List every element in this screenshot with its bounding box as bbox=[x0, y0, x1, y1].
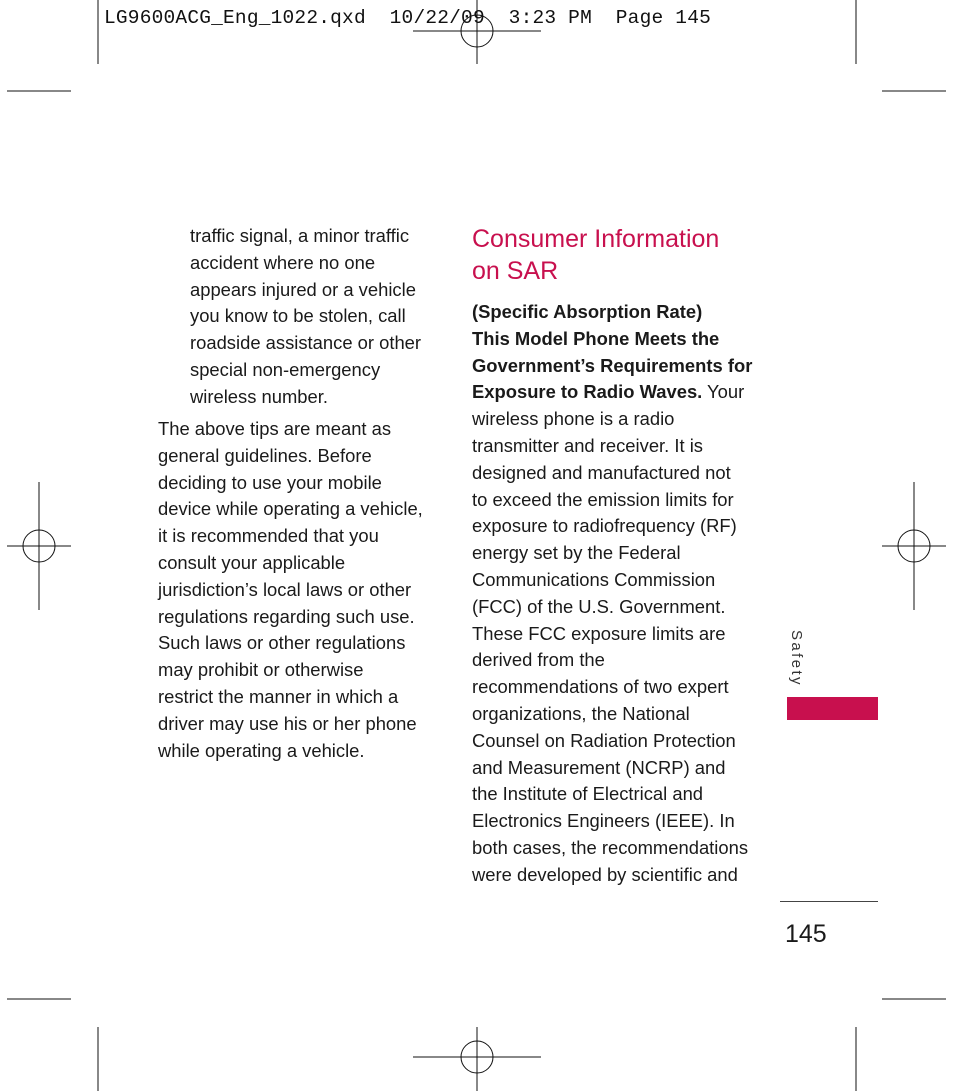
text-line: recommendations of two expert bbox=[472, 676, 729, 698]
text-line: regulations regarding such use. bbox=[158, 605, 415, 627]
text-line: the Institute of Electrical and bbox=[472, 783, 704, 805]
text-line: These FCC exposure limits are bbox=[472, 622, 726, 644]
text-line: accident where no one bbox=[190, 251, 376, 273]
footer-rule bbox=[780, 901, 878, 902]
lead-line: This Model Phone Meets the bbox=[472, 327, 720, 349]
text-line: wireless number. bbox=[190, 385, 328, 407]
guidelines-paragraph bbox=[158, 416, 433, 764]
text-line: while operating a vehicle. bbox=[158, 739, 365, 761]
text-line: Such laws or other regulations bbox=[158, 632, 406, 654]
page-number: 145 bbox=[785, 920, 827, 948]
text-line: Counsel on Radiation Protection bbox=[472, 729, 736, 751]
text-line: (FCC) of the U.S. Government. bbox=[472, 595, 726, 617]
text-line: and Measurement (NCRP) and bbox=[472, 756, 726, 778]
lead-line-mixed bbox=[472, 379, 762, 406]
text-line: energy set by the Federal bbox=[472, 542, 681, 564]
text-line: traffic signal, a minor traffic bbox=[190, 225, 410, 246]
text-line: may prohibit or otherwise bbox=[158, 659, 364, 681]
section-heading bbox=[472, 224, 762, 287]
section-subheading: (Specific Absorption Rate) bbox=[472, 301, 703, 322]
heading-line: on SAR bbox=[472, 256, 559, 285]
text-line: special non-emergency bbox=[190, 358, 381, 380]
lead-tail-text: Your bbox=[702, 381, 745, 403]
text-line: were developed by scientific and bbox=[472, 863, 738, 885]
indented-text-block bbox=[190, 223, 440, 411]
text-line: to exceed the emission limits for bbox=[472, 488, 734, 510]
text-line: it is recommended that you bbox=[158, 525, 379, 547]
text-line: exposure to radiofrequency (RF) bbox=[472, 515, 737, 537]
text-line: organizations, the National bbox=[472, 702, 690, 724]
heading-line: Consumer Information bbox=[472, 225, 720, 253]
lead-line: Government’s Requirements for bbox=[472, 354, 753, 376]
text-line: consult your applicable bbox=[158, 551, 346, 573]
section-tab-label: Safety bbox=[788, 630, 805, 687]
section-tab-marker bbox=[787, 697, 878, 720]
text-line: both cases, the recommendations bbox=[472, 836, 749, 858]
print-slug: LG9600ACG_Eng_1022.qxd 10/22/09 3:23 PM Page 145 bbox=[104, 7, 711, 29]
text-line: jurisdiction’s local laws or other bbox=[158, 578, 412, 600]
text-line: you know to be stolen, call bbox=[190, 305, 406, 327]
text-line: general guidelines. Before bbox=[158, 444, 372, 466]
text-line: derived from the bbox=[472, 649, 605, 671]
text-line: wireless phone is a radio bbox=[472, 408, 675, 430]
text-line: restrict the manner in which a bbox=[158, 685, 399, 707]
text-line: Communications Commission bbox=[472, 568, 716, 590]
text-line: roadside assistance or other bbox=[190, 332, 422, 354]
text-line: device while operating a vehicle, bbox=[158, 498, 423, 520]
text-line: The above tips are meant as bbox=[158, 418, 392, 439]
text-line: appears injured or a vehicle bbox=[190, 278, 416, 300]
text-line: driver may use his or her phone bbox=[158, 712, 417, 734]
text-line: transmitter and receiver. It is bbox=[472, 434, 703, 456]
text-line: designed and manufactured not bbox=[472, 461, 731, 483]
sar-section bbox=[472, 224, 762, 889]
text-line: Electronics Engineers (IEEE). In bbox=[472, 810, 735, 832]
text-line: deciding to use your mobile bbox=[158, 471, 382, 493]
lead-bold-text: Exposure to Radio Waves. bbox=[472, 381, 703, 403]
